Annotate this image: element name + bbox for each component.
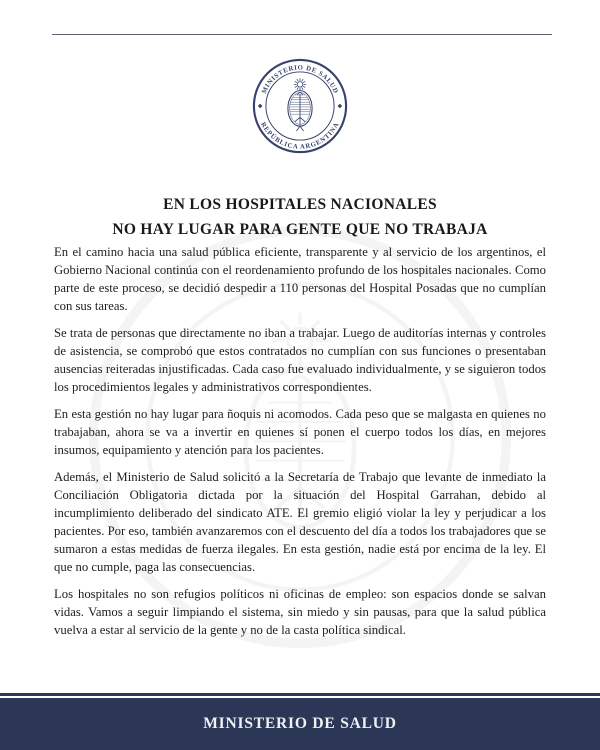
top-divider (52, 34, 552, 35)
statement-title-line2: NO HAY LUGAR PARA GENTE QUE NO TRABAJA (112, 220, 488, 238)
statement-title (0, 193, 600, 242)
paragraph-3: En esta gestión no hay lugar para ñoquis ni acomodos. Cada peso que se malgasta en quienes no trabajaban, ahora se va a invertir en quienes sí ponen el cuerpo todos los días, en mejores insumos, equipamiento y atención para los pacientes. (54, 406, 546, 457)
paragraph-4: Además, el Ministerio de Salud solicitó a la Secretaría de Trabajo que levante de inmediato la Conciliación Obligatoria dictada por la situación del Hospital Garrahan, debido al incumplimiento deliberado del sindicato ATE. El gremio eligió violar la ley y perjudicar a los pacientes. Por eso, también avanzaremos con el descuento del día a todos los trabajadores que se sumaron a estas medidas de fuerza ilegales. En esta gestión, nadie está por encima de la ley. El que no cumple, paga las consecuencias. (54, 469, 546, 574)
footer (0, 693, 600, 750)
seal-top-text: MINISTERIO DE SALUD (260, 64, 340, 95)
footer-ministry-label: MINISTERIO DE SALUD (203, 715, 397, 732)
footer-bar (0, 698, 600, 750)
seal-bottom-text: REPÚBLICA ARGENTINA (259, 121, 341, 151)
paragraph-2: Se trata de personas que directamente no iban a trabajar. Luego de auditorías internas y controles de asistencia, se comprobó que estos contratados no cumplían con sus funciones o presentaban ausencias reiteradas injustificadas. Cada caso fue evaluado individualmente, y se siguieron todos los procedimientos legales y administrativos correspondientes. (54, 325, 546, 395)
paragraph-5: Los hospitales no son refugios políticos ni oficinas de empleo: son espacios donde se salvan vidas. Vamos a seguir limpiando el sistema, sin miedo y sin pausas, para que la salud pública vuelva a estar al servicio de la gente y no de la casta política sindical. (54, 586, 546, 637)
statement-title-line1: EN LOS HOSPITALES NACIONALES (163, 196, 437, 213)
ministry-seal-icon (252, 57, 348, 155)
statement-body (54, 243, 546, 647)
paragraph-1: En el camino hacia una salud pública eficiente, transparente y al servicio de los argentinos, el Gobierno Nacional continúa con el reordenamiento profundo de los hospitales nacionales. Como parte de este proceso, se decidió despedir a 110 personas del Hospital Posadas que no cumplían con sus tareas. (54, 245, 546, 314)
